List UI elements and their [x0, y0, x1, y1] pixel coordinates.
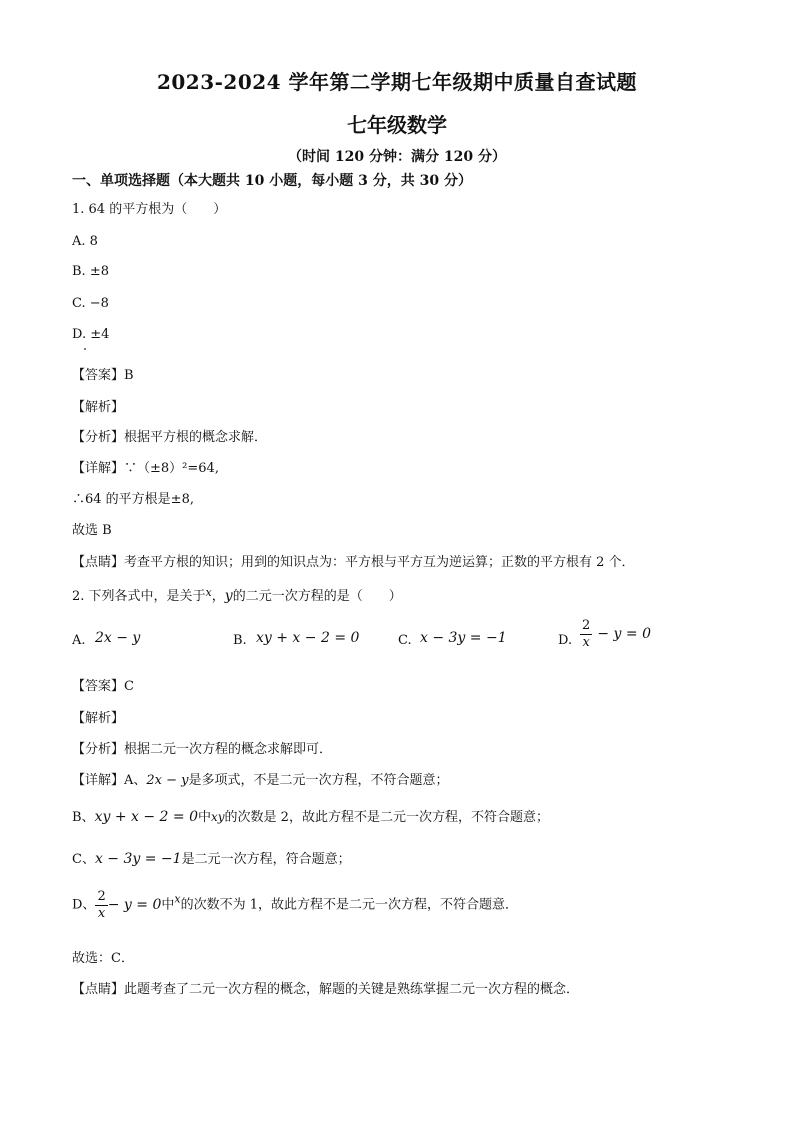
answer-value: C	[124, 679, 134, 694]
xj-a-prefix: A、	[124, 773, 147, 788]
q2-option-b: xy + x − 2 = 0	[256, 630, 360, 646]
subject-title: 七年级数学	[347, 113, 447, 137]
fenxi-label: 【分析】	[72, 742, 125, 757]
q2-option-c-label: C.	[398, 633, 412, 648]
q2-fenxi	[72, 743, 332, 756]
fenxi-text: 根据平方根的概念求解．	[124, 430, 268, 445]
fraction-numerator: 2	[582, 618, 591, 633]
q1-choose: 故选 B	[72, 523, 112, 538]
fraction-denominator: x	[97, 905, 106, 921]
q1-dianjing	[72, 556, 635, 569]
q2-sep: ，	[211, 589, 225, 604]
xj-a-math: 2x − y	[146, 773, 189, 788]
xj-b-var: xy	[211, 810, 225, 824]
xj-d-math: − y = 0	[107, 897, 162, 914]
dianjing-label: 【点睛】	[72, 982, 125, 997]
q2-choose: 故选：C．	[72, 951, 134, 966]
q2-stem	[72, 587, 402, 603]
xj-b-mid: 中	[197, 810, 211, 825]
q2-dianjing	[72, 983, 579, 996]
q2-xiangjie-b	[72, 810, 549, 824]
q2-option-d	[580, 619, 651, 649]
q1-fenxi	[72, 431, 267, 444]
xj-b-prefix: B、	[72, 810, 95, 825]
q2-option-d-label: D.	[558, 633, 573, 648]
xj-a-text: 是多项式，不是二元一次方程，不符合题意；	[188, 773, 449, 788]
xj-d-var: x	[174, 892, 181, 906]
q2-option-c: x − 3y = −1	[420, 630, 507, 646]
dianjing-text: 考查平方根的知识；用到的知识点为：平方根与平方互为逆运算；正数的平方根有 2 个．	[124, 555, 635, 570]
q2-option-d-rest: − y = 0	[597, 626, 652, 643]
q2-option-a: 2x − y	[95, 630, 141, 646]
section-heading: 一、单项选择题（本大题共 10 小题，每小题 3 分，共 30 分）	[72, 173, 472, 189]
dianjing-label: 【点睛】	[72, 555, 125, 570]
fraction-denominator: x	[582, 634, 590, 650]
fraction	[580, 619, 592, 649]
q1-option-a: A. 8	[72, 234, 98, 249]
q1-analysis-label: 【解析】	[72, 400, 125, 415]
xj-b-text: 的次数是 2，故此方程不是二元一次方程，不符合题意；	[224, 810, 549, 825]
q2-xiangjie-a	[72, 774, 449, 787]
q2-analysis-label: 【解析】	[72, 711, 125, 726]
xj-b-math: xy + x − 2 = 0	[94, 809, 198, 825]
q1-option-b: B. ±8	[72, 264, 109, 279]
fenxi-label: 【分析】	[72, 430, 125, 445]
xj-c-prefix: C、	[72, 852, 95, 867]
q2-var-x: x	[205, 586, 212, 599]
stray-dot	[84, 348, 86, 350]
time-note: （时间 120 分钟：满分 120 分）	[288, 149, 506, 165]
xiangjie-label: 【详解】	[72, 461, 125, 476]
answer-label: 【答案】	[72, 679, 125, 694]
q2-option-b-label: B.	[233, 633, 247, 648]
q1-xiangjie-line2: ∴64 的平方根是±8,	[72, 492, 194, 507]
q2-xiangjie-c	[72, 852, 351, 866]
fenxi-text: 根据二元一次方程的概念求解即可．	[124, 742, 333, 757]
q2-stem-pre: 2. 下列各式中，是关于	[72, 589, 206, 604]
q1-option-c: C. −8	[72, 296, 109, 311]
xj-c-math: x − 3y = −1	[94, 851, 182, 867]
q2-answer	[72, 680, 134, 693]
answer-value: B	[124, 368, 134, 383]
q2-var-y: y	[224, 588, 233, 604]
q2-xiangjie-d	[72, 890, 518, 920]
xj-c-text: 是二元一次方程，符合题意；	[181, 852, 351, 867]
q2-stem-post: 的二元一次方程的是（ ）	[232, 589, 402, 604]
q2-option-a-label: A.	[72, 633, 86, 648]
xj-d-text: 的次数不为 1，故此方程不是二元一次方程，不符合题意．	[180, 897, 518, 913]
xj-d-mid: 中	[161, 897, 175, 913]
fraction	[95, 890, 107, 920]
q1-stem: 1. 64 的平方根为（ ）	[72, 202, 227, 217]
q1-option-d: D. ±4	[72, 327, 110, 342]
fraction-numerator: 2	[97, 889, 106, 904]
xj-d-prefix: D、	[72, 897, 96, 913]
exam-title: 2023-2024 学年第二学期七年级期中质量自查试题	[156, 70, 638, 94]
xiangjie-text: ∵（±8）²=64,	[124, 461, 219, 476]
xiangjie-label: 【详解】	[72, 773, 125, 788]
dianjing-text: 此题考查了二元一次方程的概念，解题的关键是熟练掌握二元一次方程的概念．	[124, 982, 580, 997]
answer-label: 【答案】	[72, 368, 125, 383]
q1-xiangjie	[72, 462, 219, 475]
q1-answer	[72, 369, 134, 382]
